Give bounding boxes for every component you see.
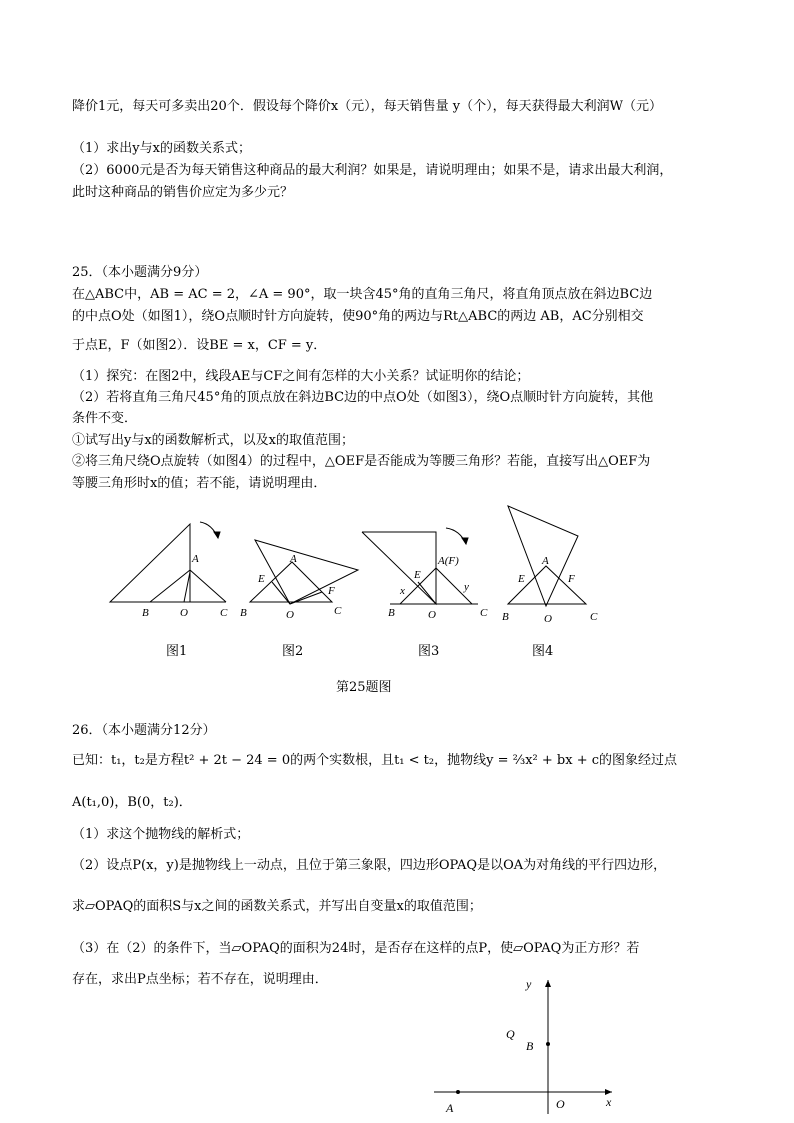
- figure-1: [110, 522, 226, 602]
- fig1-label-O: O: [180, 607, 188, 619]
- fig2-label-A: A: [290, 553, 297, 565]
- q26-part3a: （3）在（2）的条件下，当▱OPAQ的面积为24时，是否存在这样的点P，使▱OPAQ为正方形？若: [72, 941, 640, 956]
- fig3-label-E: E: [414, 569, 421, 581]
- fig2-label-E: E: [258, 573, 265, 585]
- axis-y-label: y: [526, 977, 532, 991]
- q25-line2: 的中点O处（如图1），绕O点顺时针方向旋转，使90°角的两边与Rt△ABC的两边 AB，AC分别相交: [72, 309, 644, 324]
- q25-part2c: ①试写出y与x的函数解析式，以及x的取值范围；: [72, 433, 355, 448]
- point-B: [546, 1042, 550, 1046]
- fig4-label-B: B: [502, 611, 509, 623]
- axis-x-label: x: [606, 1095, 612, 1109]
- fig4-label-F: F: [568, 573, 575, 585]
- fig2-label-O: O: [286, 609, 294, 621]
- q26-part2b: 求▱OPAQ的面积S与x之间的函数关系式，并写出自变量x的取值范围；: [72, 899, 482, 914]
- fig4-label-E: E: [518, 573, 525, 585]
- fig1-label-A: A: [192, 553, 199, 565]
- point-B-label: B: [526, 1039, 534, 1053]
- q26-header: 26．（本小题满分12分）: [72, 723, 216, 738]
- q25-line3: 于点E，F（如图2）．设BE = x，CF = y．: [72, 338, 327, 353]
- origin-label: O: [556, 1097, 565, 1111]
- point-Q-label: Q: [506, 1027, 515, 1041]
- fig4-label-C: C: [590, 611, 598, 623]
- fig2-caption: 图2: [282, 644, 304, 659]
- q24-sub2-a: （2）6000元是否为每天销售这种商品的最大利润？如果是，请说明理由；如果不是，请求出最大利润，: [72, 163, 673, 178]
- fig4-label-O: O: [544, 613, 552, 625]
- q26-axes: [420, 968, 620, 1118]
- fig3-label-C: C: [480, 607, 488, 619]
- q25-part1: （1）探究：在图2中，线段AE与CF之间有怎样的大小关系？试证明你的结论；: [72, 369, 530, 384]
- fig1-label-C: C: [220, 607, 228, 619]
- fig3-label-O: O: [428, 609, 436, 621]
- fig2-label-F: F: [328, 585, 335, 597]
- fig1-label-B: B: [142, 607, 149, 619]
- figures-caption: 第25题图: [336, 680, 392, 695]
- fig3-label-y: y: [464, 581, 469, 593]
- q26-part3b: 存在，求出P点坐标；若不存在，说明理由．: [72, 972, 328, 987]
- fig2-label-C: C: [334, 605, 342, 617]
- q25-part2e: 等腰三角形时x的值；若不能，请说明理由．: [72, 476, 327, 491]
- q24-sub2-b: 此时这种商品的销售价应定为多少元？: [72, 185, 294, 200]
- figure-2: [250, 540, 358, 604]
- q25-part2b: 条件不变．: [72, 411, 138, 426]
- fig4-label-A: A: [542, 555, 549, 567]
- q26-line2: A(t₁,0)，B(0，t₂)．: [72, 795, 192, 810]
- q26-part1: （1）求这个抛物线的解析式；: [72, 827, 250, 842]
- q25-header: 25．（本小题满分9分）: [72, 265, 208, 280]
- fig3-label-x: x: [400, 585, 405, 597]
- q25-line1: 在△ABC中，AB = AC = 2，∠A = 90°，取一块含45°角的直角三角尺，将直角顶点放在斜边BC边: [72, 287, 653, 302]
- q25-part2d: ②将三角尺绕O点旋转（如图4）的过程中，△OEF是否能成为等腰三角形？若能，直接写出△OEF为: [72, 454, 651, 469]
- point-A: [456, 1090, 460, 1094]
- fig3-label-AF: A(F): [438, 555, 459, 567]
- q25-part2a: （2）若将直角三角尺45°角的顶点放在斜边BC边的中点O处（如图3），绕O点顺时针方向旋转，其他: [72, 390, 654, 405]
- figure-3: [362, 528, 478, 604]
- fig3-caption: 图3: [418, 644, 440, 659]
- point-A-label: A: [446, 1101, 454, 1115]
- fig1-caption: 图1: [166, 644, 188, 659]
- q26-part2a: （2）设点P(x，y)是抛物线上一动点，且位于第三象限，四边形OPAQ是以OA为对角线的平行四边形，: [72, 858, 667, 873]
- fig4-caption: 图4: [532, 644, 554, 659]
- q24-line1: 降价1元，每天可多卖出20个．假设每个降价x（元），每天销售量 y（个），每天获得最大利润W（元）: [72, 99, 662, 114]
- q25-figures: [100, 500, 620, 635]
- fig3-label-B: B: [388, 607, 395, 619]
- q26-line1: 已知：t₁，t₂是方程t² + 2t − 24 = 0的两个实数根，且t₁ < t₂，抛物线y = ⅔x² + bx + c的图象经过点: [72, 753, 678, 768]
- fig2-label-B: B: [240, 607, 247, 619]
- q24-sub1: （1）求出y与x的函数关系式；: [72, 141, 251, 156]
